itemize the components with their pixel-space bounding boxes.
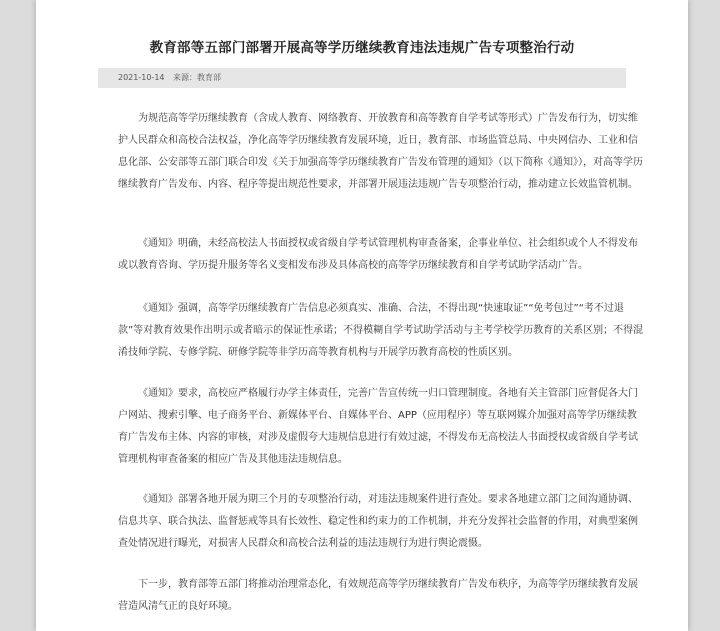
paragraph-4: 《通知》要求，高校应严格履行办学主体责任，完善广告宣传统一归口管理制度。各地有关主管部门应督促各大门户网站、搜索引擎、电子商务平台、新媒体平台、自媒体平台、APP（应用程序）等互联网媒介加强对高等学历继续教育广告发布主体、内容的审核，对涉及虚假夸大违规信息进行有效过滤，不得发布无高校法人书面授权或省级自学考试管理机构审查备案的相应广告及其他违法违规信息。	[118, 388, 638, 465]
paragraph-6: 下一步，教育部等五部门将推动治理常态化，有效规范高等学历继续教育广告发布秩序，为高等学历继续教育发展营造风清气正的良好环境。	[118, 579, 638, 612]
article-meta	[118, 72, 227, 83]
article-title: 教育部等五部门部署开展高等学历继续教育违法违规广告专项整治行动	[149, 40, 575, 56]
article-meta-bar	[98, 68, 626, 88]
article-source: 来源：教育部	[173, 73, 222, 82]
document-page	[36, 0, 688, 631]
paragraph-5: 《通知》部署各地开展为期三个月的专项整治行动，对违法违规案件进行查处。要求各地建立部门之间沟通协调、信息共享、联合执法、监督惩戒等具有长效性、稳定性和约束力的工作机制，并充分发挥社会监督的作用，对典型案例查处情况进行曝光，对损害人民群众和高校合法利益的违法违规行为进行舆论震慑。	[118, 494, 638, 549]
paragraph-3: 《通知》强调，高等学历继续教育广告信息必须真实、准确、合法，不得出现“快速取证”“免考包过”“考不过退款”等对教育效果作出明示或者暗示的保证性承诺；不得模糊自学考试助学活动与主考学校学历教育的关系区别；不得混淆技师学院、专修学院、研修学院等非学历高等教育机构与开展学历教育高校的性质区别。	[118, 303, 644, 358]
paragraph-2: 《通知》明确，未经高校法人书面授权或省级自学考试管理机构审查备案，企事业单位、社会组织或个人不得发布或以教育咨询、学历提升服务等名义变相发布涉及具体高校的高等学历继续教育和自学考试助学活动广告。	[118, 238, 638, 271]
paragraph-1: 为规范高等学历继续教育（含成人教育、网络教育、开放教育和高等教育自学考试等形式）广告发布行为，切实维护人民群众和高校合法权益，净化高等学历继续教育发展环境，近日，教育部、市场监管总局、中央网信办、工业和信息化部、公安部等五部门联合印发《关于加强高等学历继续教育广告发布管理的通知》（以下简称《通知》），对高等学历继续教育广告发布、内容、程序等提出规范性要求，并部署开展违法违规广告专项整治行动，推动建立长效监管机制。	[118, 113, 643, 190]
article-date: 2021-10-14	[118, 73, 165, 82]
